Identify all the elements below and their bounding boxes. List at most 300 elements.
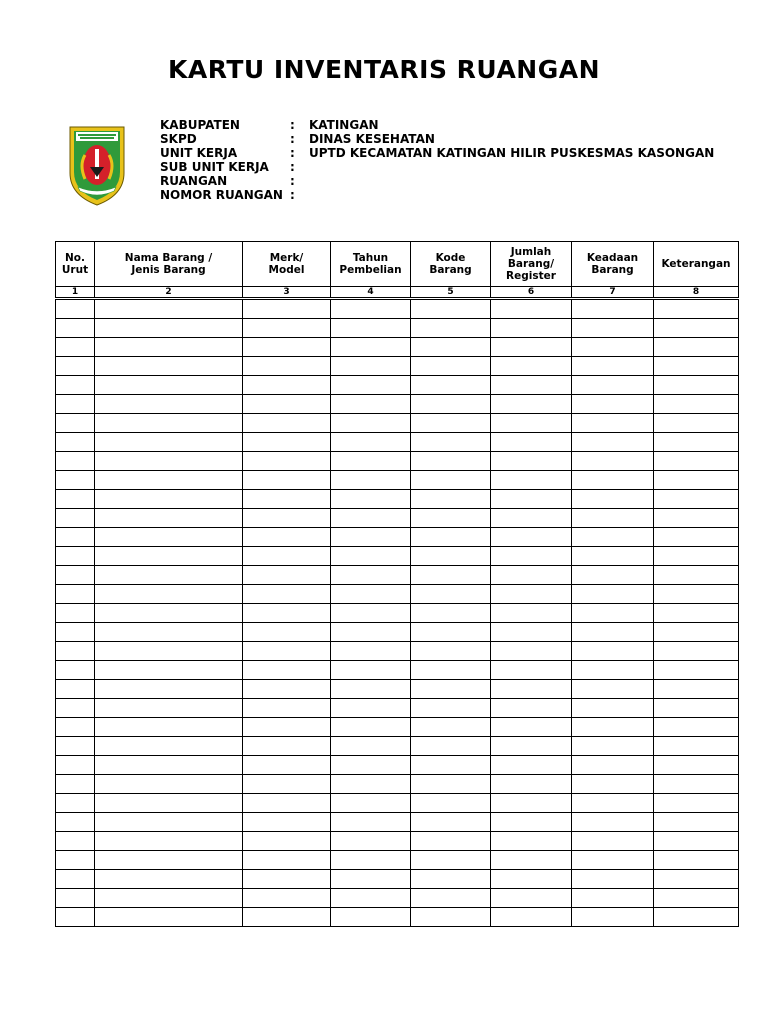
table-cell[interactable] [243,319,331,338]
table-cell[interactable] [331,680,411,699]
table-cell[interactable] [411,623,491,642]
table-cell[interactable] [243,642,331,661]
table-cell[interactable] [572,718,654,737]
table-cell[interactable] [243,813,331,832]
table-cell[interactable] [56,775,95,794]
table-cell[interactable] [331,338,411,357]
column-number: 5 [411,287,491,299]
info-label: KABUPATEN [160,118,240,132]
table-cell[interactable] [654,395,739,414]
table-cell[interactable] [95,490,243,509]
table-cell[interactable] [491,794,572,813]
table-cell[interactable] [56,547,95,566]
table-cell[interactable] [243,908,331,927]
table-cell[interactable] [654,414,739,433]
inventory-table [55,241,739,927]
table-cell[interactable] [491,870,572,889]
table-cell[interactable] [95,299,243,319]
table-cell[interactable] [572,756,654,775]
table-row [56,718,739,737]
table-cell[interactable] [491,528,572,547]
table-cell[interactable] [243,395,331,414]
table-cell[interactable] [95,813,243,832]
table-cell[interactable] [331,661,411,680]
table-cell[interactable] [654,870,739,889]
table-cell[interactable] [491,547,572,566]
table-cell[interactable] [56,699,95,718]
table-cell[interactable] [243,699,331,718]
table-cell[interactable] [491,490,572,509]
table-cell[interactable] [56,357,95,376]
table-cell[interactable] [95,528,243,547]
column-number: 3 [243,287,331,299]
table-cell[interactable] [491,509,572,528]
table-cell[interactable] [95,699,243,718]
table-cell[interactable] [95,509,243,528]
info-colon: : [290,146,295,160]
table-cell[interactable] [331,566,411,585]
table-cell[interactable] [654,718,739,737]
table-cell[interactable] [411,376,491,395]
table-cell[interactable] [572,699,654,718]
table-cell[interactable] [491,718,572,737]
table-cell[interactable] [331,832,411,851]
table-cell[interactable] [56,851,95,870]
table-cell[interactable] [331,490,411,509]
table-cell[interactable] [243,737,331,756]
table-cell[interactable] [572,433,654,452]
table-cell[interactable] [491,908,572,927]
table-body [56,299,739,927]
table-cell[interactable] [572,775,654,794]
table-cell[interactable] [654,661,739,680]
table-cell[interactable] [572,376,654,395]
table-cell[interactable] [411,490,491,509]
table-cell[interactable] [411,813,491,832]
table-cell[interactable] [95,794,243,813]
table-cell[interactable] [654,452,739,471]
table-cell[interactable] [654,528,739,547]
table-cell[interactable] [411,433,491,452]
table-cell[interactable] [243,490,331,509]
table-cell[interactable] [331,889,411,908]
table-cell[interactable] [572,299,654,319]
table-cell[interactable] [56,642,95,661]
table-cell[interactable] [654,699,739,718]
table-cell[interactable] [95,737,243,756]
table-cell[interactable] [654,813,739,832]
table-row [56,395,739,414]
table-cell[interactable] [331,908,411,927]
info-value: KATINGAN [309,118,379,132]
table-cell[interactable] [95,319,243,338]
table-cell[interactable] [331,851,411,870]
table-cell[interactable] [95,585,243,604]
table-cell[interactable] [411,528,491,547]
table-cell[interactable] [411,585,491,604]
table-cell[interactable] [56,528,95,547]
table-cell[interactable] [572,319,654,338]
table-cell[interactable] [654,604,739,623]
table-cell[interactable] [56,566,95,585]
table-cell[interactable] [331,452,411,471]
table-cell[interactable] [411,794,491,813]
table-cell[interactable] [654,471,739,490]
table-row [56,471,739,490]
table-cell[interactable] [243,414,331,433]
table-cell[interactable] [572,490,654,509]
table-cell[interactable] [572,851,654,870]
table-cell[interactable] [331,509,411,528]
table-cell[interactable] [56,471,95,490]
table-cell[interactable] [56,319,95,338]
table-cell[interactable] [654,547,739,566]
table-cell[interactable] [56,794,95,813]
table-cell[interactable] [411,395,491,414]
table-cell[interactable] [572,547,654,566]
table-row [56,338,739,357]
table-cell[interactable] [654,585,739,604]
column-number: 1 [56,287,95,299]
table-row [56,813,739,832]
table-cell[interactable] [243,775,331,794]
table-cell[interactable] [572,642,654,661]
table-cell[interactable] [654,908,739,927]
table-row [56,566,739,585]
table-cell[interactable] [491,395,572,414]
info-colon: : [290,160,295,174]
table-cell[interactable] [572,566,654,585]
table-cell[interactable] [411,509,491,528]
table-cell[interactable] [95,604,243,623]
table-cell[interactable] [654,357,739,376]
table-row [56,299,739,319]
table-cell[interactable] [95,357,243,376]
table-cell[interactable] [572,471,654,490]
table-cell[interactable] [411,547,491,566]
table-cell[interactable] [56,395,95,414]
table-cell[interactable] [243,794,331,813]
table-cell[interactable] [411,661,491,680]
table-cell[interactable] [95,718,243,737]
table-cell[interactable] [491,737,572,756]
table-cell[interactable] [654,338,739,357]
table-cell[interactable] [572,585,654,604]
table-cell[interactable] [491,680,572,699]
info-row-skpd [160,132,714,146]
table-cell[interactable] [243,509,331,528]
table-cell[interactable] [56,299,95,319]
table-cell[interactable] [411,756,491,775]
table-cell[interactable] [243,547,331,566]
table-cell[interactable] [654,490,739,509]
table-cell[interactable] [491,471,572,490]
table-cell[interactable] [56,680,95,699]
table-cell[interactable] [243,680,331,699]
table-cell[interactable] [95,338,243,357]
info-row-ruangan [160,174,714,188]
table-cell[interactable] [411,338,491,357]
header-merk-model: Merk/ Model [243,242,331,287]
table-cell[interactable] [95,414,243,433]
table-row [56,585,739,604]
table-cell[interactable] [56,433,95,452]
table-cell[interactable] [411,851,491,870]
table-cell[interactable] [411,699,491,718]
table-cell[interactable] [491,299,572,319]
table-cell[interactable] [491,433,572,452]
table-cell[interactable] [572,832,654,851]
table-cell[interactable] [56,414,95,433]
table-cell[interactable] [331,813,411,832]
table-cell[interactable] [95,851,243,870]
table-cell[interactable] [95,395,243,414]
table-cell[interactable] [331,775,411,794]
table-cell[interactable] [56,813,95,832]
table-cell[interactable] [572,509,654,528]
table-row [56,509,739,528]
table-cell[interactable] [411,680,491,699]
table-cell[interactable] [491,585,572,604]
table-cell[interactable] [243,357,331,376]
table-cell[interactable] [243,566,331,585]
table-cell[interactable] [95,376,243,395]
table-cell[interactable] [654,376,739,395]
table-cell[interactable] [654,756,739,775]
table-cell[interactable] [491,452,572,471]
table-cell[interactable] [56,908,95,927]
table-cell[interactable] [331,471,411,490]
table-cell[interactable] [331,547,411,566]
table-cell[interactable] [654,566,739,585]
table-cell[interactable] [411,718,491,737]
table-cell[interactable] [572,452,654,471]
table-cell[interactable] [331,756,411,775]
table-cell[interactable] [95,566,243,585]
table-cell[interactable] [331,623,411,642]
table-cell[interactable] [95,870,243,889]
table-cell[interactable] [56,832,95,851]
table-cell[interactable] [654,832,739,851]
table-cell[interactable] [654,509,739,528]
table-cell[interactable] [331,737,411,756]
table-cell[interactable] [243,376,331,395]
table-cell[interactable] [491,604,572,623]
table-cell[interactable] [95,775,243,794]
table-cell[interactable] [95,623,243,642]
table-cell[interactable] [491,832,572,851]
table-cell[interactable] [411,357,491,376]
table-cell[interactable] [331,395,411,414]
info-colon: : [290,118,295,132]
table-cell[interactable] [56,870,95,889]
table-cell[interactable] [243,471,331,490]
table-cell[interactable] [56,718,95,737]
table-cell[interactable] [331,585,411,604]
table-cell[interactable] [411,604,491,623]
column-number: 8 [654,287,739,299]
table-cell[interactable] [331,433,411,452]
table-cell[interactable] [572,908,654,927]
table-cell[interactable] [491,699,572,718]
table-cell[interactable] [654,299,739,319]
table-cell[interactable] [95,680,243,699]
table-cell[interactable] [491,642,572,661]
table-cell[interactable] [243,870,331,889]
table-cell[interactable] [95,889,243,908]
table-cell[interactable] [95,756,243,775]
table-cell[interactable] [331,794,411,813]
table-cell[interactable] [331,604,411,623]
info-colon: : [290,174,295,188]
table-cell[interactable] [243,528,331,547]
table-cell[interactable] [243,299,331,319]
table-cell[interactable] [243,889,331,908]
table-cell[interactable] [56,376,95,395]
table-cell[interactable] [56,490,95,509]
table-cell[interactable] [491,889,572,908]
table-cell[interactable] [491,756,572,775]
table-cell[interactable] [331,319,411,338]
table-cell[interactable] [491,376,572,395]
table-cell[interactable] [572,604,654,623]
table-cell[interactable] [95,642,243,661]
table-row [56,376,739,395]
table-cell[interactable] [56,585,95,604]
table-cell[interactable] [331,870,411,889]
page-title: KARTU INVENTARIS RUANGAN [167,55,601,84]
table-cell[interactable] [56,737,95,756]
table-cell[interactable] [243,623,331,642]
table-cell[interactable] [56,661,95,680]
table-cell[interactable] [243,718,331,737]
table-cell[interactable] [491,357,572,376]
table-cell[interactable] [411,471,491,490]
table-cell[interactable] [572,794,654,813]
table-cell[interactable] [491,414,572,433]
info-label: SKPD [160,132,197,146]
table-cell[interactable] [331,718,411,737]
table-cell[interactable] [243,851,331,870]
table-cell[interactable] [95,908,243,927]
table-cell[interactable] [572,680,654,699]
table-cell[interactable] [572,414,654,433]
table-cell[interactable] [243,756,331,775]
table-cell[interactable] [243,604,331,623]
table-cell[interactable] [56,756,95,775]
table-cell[interactable] [491,661,572,680]
table-cell[interactable] [95,832,243,851]
table-cell[interactable] [95,661,243,680]
table-cell[interactable] [331,357,411,376]
table-cell[interactable] [491,566,572,585]
table-cell[interactable] [491,338,572,357]
table-cell[interactable] [411,319,491,338]
table-cell[interactable] [654,889,739,908]
table-cell[interactable] [95,471,243,490]
table-cell[interactable] [654,737,739,756]
table-cell[interactable] [331,376,411,395]
table-cell[interactable] [572,813,654,832]
table-cell[interactable] [411,832,491,851]
table-cell[interactable] [411,414,491,433]
table-row [56,699,739,718]
table-cell[interactable] [411,775,491,794]
table-cell[interactable] [572,623,654,642]
table-cell[interactable] [572,338,654,357]
table-cell[interactable] [56,889,95,908]
table-cell[interactable] [243,832,331,851]
table-cell[interactable] [654,680,739,699]
table-cell[interactable] [331,414,411,433]
table-cell[interactable] [411,870,491,889]
table-cell[interactable] [491,623,572,642]
table-cell[interactable] [572,889,654,908]
table-row [56,547,739,566]
table-cell[interactable] [243,661,331,680]
table-cell[interactable] [654,433,739,452]
table-cell[interactable] [654,775,739,794]
table-cell[interactable] [95,433,243,452]
table-cell[interactable] [56,623,95,642]
table-cell[interactable] [243,585,331,604]
table-row [56,775,739,794]
table-cell[interactable] [572,661,654,680]
table-cell[interactable] [572,528,654,547]
info-value: UPTD KECAMATAN KATINGAN HILIR PUSKESMAS KASONGAN [309,146,715,160]
table-cell[interactable] [654,794,739,813]
table-cell[interactable] [491,319,572,338]
table-cell[interactable] [56,452,95,471]
table-cell[interactable] [56,509,95,528]
table-cell[interactable] [243,452,331,471]
table-cell[interactable] [411,299,491,319]
table-cell[interactable] [572,395,654,414]
table-cell[interactable] [331,699,411,718]
header-tahun-pembelian: Tahun Pembelian [331,242,411,287]
table-cell[interactable] [572,357,654,376]
info-label: SUB UNIT KERJA [160,160,269,174]
table-cell[interactable] [331,528,411,547]
info-row-unit-kerja [160,146,714,160]
table-cell[interactable] [95,547,243,566]
table-cell[interactable] [56,338,95,357]
table-cell[interactable] [411,566,491,585]
header-no-urut: No. Urut [56,242,95,287]
table-cell[interactable] [411,642,491,661]
table-cell[interactable] [411,889,491,908]
table-cell[interactable] [654,642,739,661]
table-cell[interactable] [331,299,411,319]
table-cell[interactable] [243,433,331,452]
table-cell[interactable] [654,851,739,870]
table-cell[interactable] [56,604,95,623]
table-cell[interactable] [572,870,654,889]
table-cell[interactable] [491,775,572,794]
table-cell[interactable] [331,642,411,661]
table-cell[interactable] [491,851,572,870]
table-cell[interactable] [411,908,491,927]
table-cell[interactable] [572,737,654,756]
table-cell[interactable] [411,737,491,756]
table-cell[interactable] [95,452,243,471]
table-cell[interactable] [654,319,739,338]
table-cell[interactable] [491,813,572,832]
table-row [56,357,739,376]
table-cell[interactable] [411,452,491,471]
table-cell[interactable] [654,623,739,642]
table-cell[interactable] [243,338,331,357]
